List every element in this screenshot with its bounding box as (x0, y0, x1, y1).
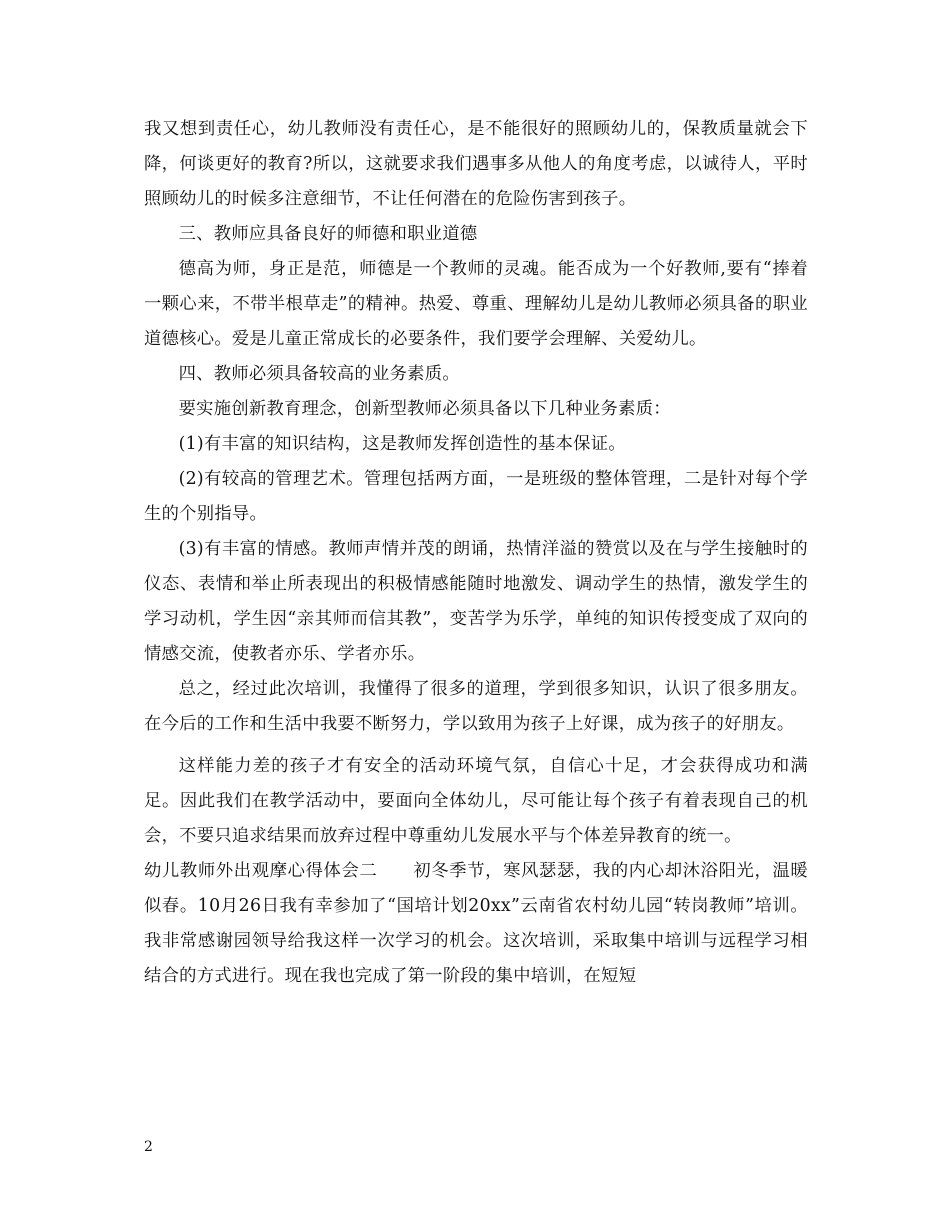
paragraph-responsibility: 我又想到责任心，幼儿教师没有责任心，是不能很好的照顾幼儿的，保教质量就会下降，何谈更好的教育?所以，这就要求我们遇事多从他人的角度考虑，以诚待人，平时照顾幼儿的时候多注意细节，不让任何潜在的危险伤害到孩子。 (144, 119, 808, 209)
document-body (144, 112, 808, 994)
paragraph-safe-environment: 这样能力差的孩子才有安全的活动环境气氛，自信心十足，才会获得成功和满足。因此我们在教学活动中，要面向全体幼儿，尽可能让每个孩子有着表现自己的机会，不要只追求结果而放弃过程中尊重幼儿发展水平与个体差异教育的统一。 (144, 756, 808, 846)
list-item-rich-emotion: (3)有丰富的情感。教师声情并茂的朗诵，热情洋溢的赞赏以及在与学生接触时的仪态、表情和举止所表现出的积极情感能随时地激发、调动学生的热情，激发学生的学习动机，学生因“亲其师而信其教”，变苦学为乐学，单纯的知识传授变成了双向的情感交流，使教者亦乐、学者亦乐。 (144, 539, 808, 664)
heading-section-four: 四、教师必须具备较高的业务素质。 (178, 364, 460, 384)
paragraph-teacher-ethics: 德高为师，身正是范，师德是一个教师的灵魂。能否成为一个好教师,要有“捧着一颗心来，不带半根草走”的精神。热爱、尊重、理解幼儿是幼儿教师必须具备的职业道德核心。爱是儿童正常成长的必要条件，我们要学会理解、关爱幼儿。 (144, 259, 808, 349)
paragraph-summary: 总之，经过此次培训，我懂得了很多的道理，学到很多知识，认识了很多朋友。在今后的工作和生活中我要不断努力，学以致用为孩子上好课，成为孩子的好朋友。 (144, 679, 808, 734)
page-number: 2 (144, 1139, 153, 1155)
paragraph-observation-part-two: 幼儿教师外出观摩心得体会二 初冬季节，寒风瑟瑟，我的内心却沐浴阳光，温暖似春。10月26日我有幸参加了“国培计划20xx”云南省农村幼儿园“转岗教师”培训。我非常感谢园领导给我这样一次学习的机会。这次培训，采取集中培训与远程学习相结合的方式进行。现在我也完成了第一阶段的集中培训，在短短 (144, 861, 808, 986)
list-item-knowledge-structure: (1)有丰富的知识结构，这是教师发挥创造性的基本保证。 (178, 434, 626, 454)
paragraph-innovation-qualities: 要实施创新教育理念，创新型教师必须具备以下几种业务素质： (178, 399, 671, 419)
heading-section-three: 三、教师应具备良好的师德和职业道德 (178, 224, 478, 244)
list-item-management-art: (2)有较高的管理艺术。管理包括两方面，一是班级的整体管理，二是针对每个学生的个别指导。 (144, 469, 808, 524)
